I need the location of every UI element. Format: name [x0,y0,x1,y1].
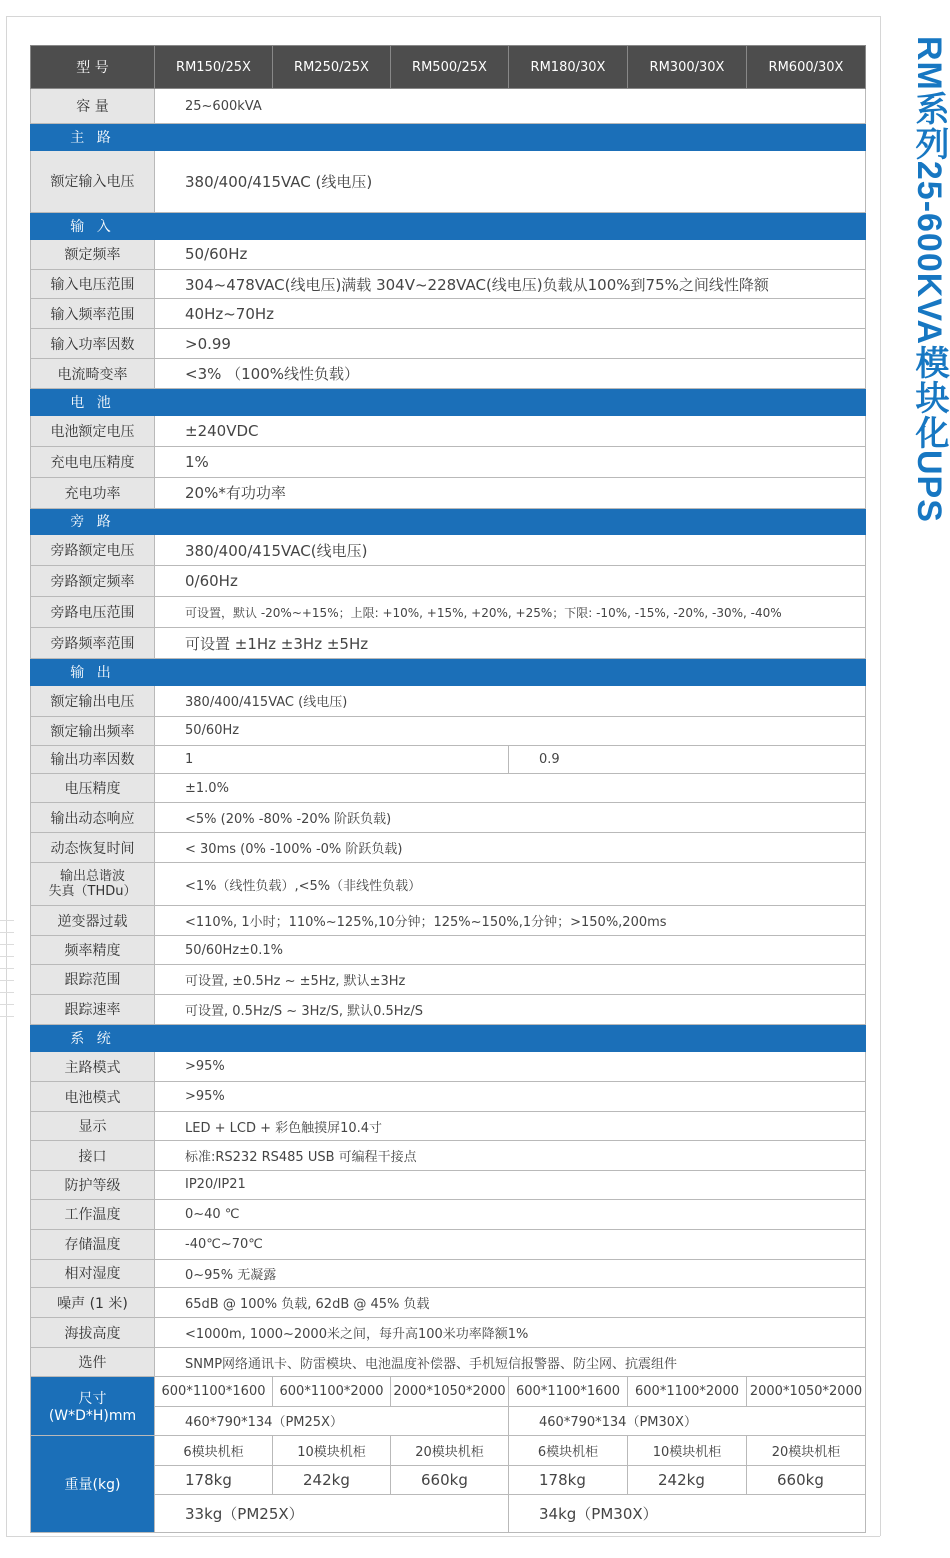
row-value: 380/400/415VAC (线电压) [155,685,866,716]
row-label: 跟踪范围 [31,964,155,994]
table-row [31,964,866,994]
row-label: 额定频率 [31,239,155,269]
row-label: 动态恢复时间 [31,833,155,863]
model-label: 型 号 [31,46,155,89]
module-dimension-30x: 460*790*134（PM30X） [509,1406,866,1435]
module-weight-25x: 33kg（PM25X） [155,1495,509,1533]
row-label: 额定输入电压 [31,151,155,213]
row-label: 旁路额定频率 [31,566,155,597]
row-value: 20%*有功功率 [155,477,866,508]
row-label: 工作温度 [31,1199,155,1229]
row-value: >95% [155,1082,866,1112]
model-name: RM600/30X [747,46,866,89]
dimensions-label [31,1376,155,1435]
page-title: RM系列25-600KVA模块化UPS [910,36,948,523]
row-value: LED + LCD + 彩色触摸屏10.4寸 [155,1112,866,1141]
row-value-25x: 1 [155,745,509,774]
weight-row-values [31,1465,866,1495]
row-value: <110%, 1小时；110%~125%,10分钟；125%~150%,1分钟；>150%,200ms [155,906,866,936]
cabinet-dimension: 600*1100*2000 [628,1376,747,1406]
row-value: 0~40 ℃ [155,1199,866,1229]
table-row [31,862,866,905]
row-value: 65dB @ 100% 负载, 62dB @ 45% 负载 [155,1288,866,1318]
row-value: 50/60Hz [155,716,866,745]
model-name: RM250/25X [273,46,391,89]
row-value: 304~478VAC(线电压)满载 304V~228VAC(线电压)负载从100%到75%之间线性降额 [155,269,866,299]
frame-right-line [880,16,881,1536]
table-row [31,1229,866,1259]
row-label: 输入功率因数 [31,329,155,359]
table-row [31,774,866,803]
model-name: RM300/30X [628,46,747,89]
section-label: 电 池 [31,389,155,416]
weight-row-module [31,1495,866,1533]
table-row [31,1259,866,1288]
row-label: 电池模式 [31,1082,155,1112]
row-value: >95% [155,1052,866,1082]
row-value: -40℃~70℃ [155,1229,866,1259]
row-value: 可设置 ±1Hz ±3Hz ±5Hz [155,628,866,659]
row-label: 电池额定电压 [31,415,155,446]
table-row [31,936,866,965]
cabinet-weight: 178kg [509,1465,628,1495]
row-label: 容 量 [31,89,155,124]
row-value: 25~600kVA [155,89,866,124]
spec-table [30,45,866,1533]
row-label: 存储温度 [31,1229,155,1259]
table-row [31,477,866,508]
row-value: 380/400/415VAC(线电压) [155,535,866,566]
row-label: 充电功率 [31,477,155,508]
row-value: 可设置, 0.5Hz/S ~ 3Hz/S, 默认0.5Hz/S [155,994,866,1024]
row-value: <3% （100%线性负载） [155,359,866,389]
table-row [31,1199,866,1229]
row-label: 频率精度 [31,936,155,965]
row-label: 逆变器过载 [31,906,155,936]
cabinet-dimension: 600*1100*1600 [509,1376,628,1406]
row-value: 标准:RS232 RS485 USB 可编程干接点 [155,1141,866,1171]
dimensions-label-line: (W*D*H)mm [48,1407,137,1424]
row-value: 40Hz~70Hz [155,299,866,329]
section-header-input [31,212,866,239]
row-label: 充电电压精度 [31,446,155,477]
row-value: <1%（线性负载）,<5%（非线性负载） [155,862,866,905]
table-row [31,415,866,446]
row-value: <1000m, 1000~2000米之间，每升高100米功率降额1% [155,1318,866,1348]
model-name: RM500/25X [391,46,509,89]
table-row [31,685,866,716]
row-value: <5% (20% -80% -20% 阶跃负载) [155,803,866,833]
row-label: 电流畸变率 [31,359,155,389]
row-value: 0/60Hz [155,566,866,597]
row-label: 主路模式 [31,1052,155,1082]
row-label: 输入频率范围 [31,299,155,329]
table-row [31,803,866,833]
row-value: 可设置，默认 -20%~+15%；上限: +10%, +15%, +20%, +25%；下限: -10%, -15%, -20%, -30%, -40% [155,597,866,628]
table-row [31,994,866,1024]
row-label: 旁路频率范围 [31,628,155,659]
section-header-main [31,124,866,151]
frame-left-line [6,16,7,1536]
table-row [31,628,866,659]
row-value: 380/400/415VAC (线电压) [155,151,866,213]
cabinet-dimension: 2000*1050*2000 [747,1376,866,1406]
cabinet-type: 6模块机柜 [509,1435,628,1465]
table-row [31,1288,866,1318]
cabinet-type: 10模块机柜 [628,1435,747,1465]
model-name: RM180/30X [509,46,628,89]
row-value: ±240VDC [155,415,866,446]
cabinet-type: 20模块机柜 [747,1435,866,1465]
row-label: 跟踪速率 [31,994,155,1024]
section-label: 旁 路 [31,508,155,535]
table-row [31,1112,866,1141]
row-value: < 30ms (0% -100% -0% 阶跃负载) [155,833,866,863]
row-label: 相对湿度 [31,1259,155,1288]
row-value: 可设置, ±0.5Hz ~ ±5Hz, 默认±3Hz [155,964,866,994]
table-row [31,716,866,745]
module-dimension-25x: 460*790*134（PM25X） [155,1406,509,1435]
row-value: 0~95% 无凝露 [155,1259,866,1288]
row-label-line: 失真（THDu） [48,884,137,900]
row-label: 额定输出频率 [31,716,155,745]
section-header-bypass [31,508,866,535]
section-label: 主 路 [31,124,155,151]
table-row [31,299,866,329]
row-value: ±1.0% [155,774,866,803]
table-row [31,1141,866,1171]
table-row [31,1052,866,1082]
weight-row-types [31,1435,866,1465]
row-label: 输出动态响应 [31,803,155,833]
cabinet-dimension: 600*1100*2000 [273,1376,391,1406]
cabinet-weight: 242kg [628,1465,747,1495]
row-label: 旁路电压范围 [31,597,155,628]
dimensions-label-line: 尺寸 [78,1390,107,1407]
row-value: SNMP网络通讯卡、防雷模块、电池温度补偿器、手机短信报警器、防尘网、抗震组件 [155,1348,866,1377]
table-row [31,1170,866,1199]
table-row [31,833,866,863]
row-label-line: 输出总谐波 [59,869,125,885]
section-label: 输 入 [31,212,155,239]
row-label: 输出功率因数 [31,745,155,774]
cabinet-weight: 660kg [391,1465,509,1495]
table-row [31,239,866,269]
row-label: 额定输出电压 [31,685,155,716]
row-value: 1% [155,446,866,477]
row-value: 50/60Hz±0.1% [155,936,866,965]
frame-bottom-line [6,1536,880,1537]
table-row [31,269,866,299]
row-label [31,862,155,905]
row-value: 50/60Hz [155,239,866,269]
model-name: RM150/25X [155,46,273,89]
table-row [31,745,866,774]
row-label: 海拔高度 [31,1318,155,1348]
table-row [31,329,866,359]
section-header-battery [31,389,866,416]
row-label: 噪声 (1 米) [31,1288,155,1318]
table-row [31,446,866,477]
table-row [31,1348,866,1377]
module-weight-30x: 34kg（PM30X） [509,1495,866,1533]
row-label: 旁路额定电压 [31,535,155,566]
section-label: 输 出 [31,658,155,685]
row-value: IP20/IP21 [155,1170,866,1199]
cabinet-weight: 660kg [747,1465,866,1495]
row-value-30x: 0.9 [509,745,866,774]
section-header-output [31,658,866,685]
table-row [31,89,866,124]
table-row [31,535,866,566]
decorative-stripes [0,920,14,1028]
row-label: 电压精度 [31,774,155,803]
row-label: 显示 [31,1112,155,1141]
table-row [31,1082,866,1112]
cabinet-dimension: 2000*1050*2000 [391,1376,509,1406]
row-label: 输入电压范围 [31,269,155,299]
table-row [31,597,866,628]
table-row [31,906,866,936]
row-label: 防护等级 [31,1170,155,1199]
dimensions-row-cabinet [31,1376,866,1406]
cabinet-type: 6模块机柜 [155,1435,273,1465]
cabinet-type: 20模块机柜 [391,1435,509,1465]
table-row [31,151,866,213]
table-row [31,1318,866,1348]
frame-top-line [6,16,880,17]
cabinet-type: 10模块机柜 [273,1435,391,1465]
row-label: 接口 [31,1141,155,1171]
table-row [31,566,866,597]
section-header-system [31,1024,866,1052]
row-value: >0.99 [155,329,866,359]
row-label: 选件 [31,1348,155,1377]
cabinet-weight: 178kg [155,1465,273,1495]
dimensions-row-module [31,1406,866,1435]
weight-label: 重量(kg) [31,1435,155,1532]
cabinet-weight: 242kg [273,1465,391,1495]
table-row [31,359,866,389]
section-label: 系 统 [31,1024,155,1052]
cabinet-dimension: 600*1100*1600 [155,1376,273,1406]
model-header-row [31,46,866,89]
